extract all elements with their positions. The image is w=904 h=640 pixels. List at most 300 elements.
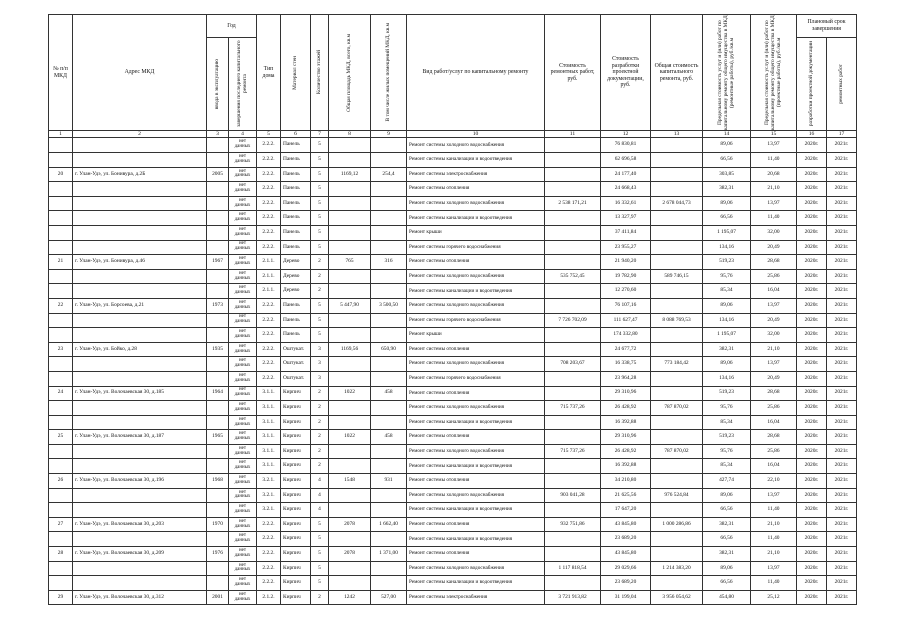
cell-house-type: 2.1.1. [257, 255, 281, 270]
cell-work-type: Ремонт системы канализации и водоотведения [407, 503, 545, 518]
cell-deadline-works: 2021г. [827, 225, 857, 240]
table-row [49, 488, 857, 503]
cell-floors: 5 [311, 167, 329, 182]
cell-living-area [371, 313, 407, 328]
cell-deadline-works: 2021г. [827, 255, 857, 270]
cell-total-area [329, 357, 371, 372]
cell-total-area [329, 240, 371, 255]
column-number: 8 [329, 131, 371, 138]
cell-house-type: 2.2.2. [257, 182, 281, 197]
cell-year-last-repair: нет данных [229, 284, 257, 299]
cell-house-type: 2.2.2. [257, 313, 281, 328]
cell-total-area [329, 444, 371, 459]
cell-deadline-works: 2021г. [827, 313, 857, 328]
cell-cost-total [651, 153, 703, 168]
cell-living-area: 1 662,40 [371, 517, 407, 532]
cell-year-last-repair: нет данных [229, 430, 257, 445]
cell-max-cost-docs: 25,86 [751, 401, 797, 416]
cell-living-area: 316 [371, 255, 407, 270]
cell-total-area [329, 211, 371, 226]
cell-house-type: 2.2.2. [257, 196, 281, 211]
cell-year-last-repair: нет данных [229, 167, 257, 182]
cell-mkd-number [49, 138, 73, 153]
cell-year-commission: 1965 [207, 430, 229, 445]
cell-address [73, 182, 207, 197]
cell-deadline-works: 2021г. [827, 503, 857, 518]
cell-cost-works [545, 430, 601, 445]
header-total-area-text: Общая площадь МКД, всего, кв.м [345, 33, 352, 112]
cell-cost-docs: 24 668,43 [601, 182, 651, 197]
header-floors-text: Количество этажей [315, 50, 322, 95]
cell-year-commission: 2001 [207, 590, 229, 605]
cell-address [73, 488, 207, 503]
cell-floors: 4 [311, 503, 329, 518]
cell-cost-works: 535 752,45 [545, 269, 601, 284]
cell-living-area: 1 371,00 [371, 547, 407, 562]
table-row [49, 371, 857, 386]
cell-max-cost-docs: 22,10 [751, 474, 797, 489]
cell-address [73, 401, 207, 416]
cell-deadline-docs: 2020г. [797, 547, 827, 562]
cell-max-cost-docs: 13,97 [751, 138, 797, 153]
cell-cost-total [651, 459, 703, 474]
cell-year-commission [207, 328, 229, 343]
cell-cost-works: 2 538 171,21 [545, 196, 601, 211]
cell-year-last-repair: нет данных [229, 298, 257, 313]
cell-cost-docs: 21 625,56 [601, 488, 651, 503]
cell-year-commission: 1976 [207, 547, 229, 562]
cell-year-commission: 1964 [207, 386, 229, 401]
cell-year-commission [207, 313, 229, 328]
cell-living-area [371, 284, 407, 299]
cell-mkd-number [49, 196, 73, 211]
cell-max-cost-works: 382,31 [703, 182, 751, 197]
cell-deadline-docs: 2020г. [797, 298, 827, 313]
cell-cost-docs: 37 411,84 [601, 225, 651, 240]
table-row [49, 284, 857, 299]
cell-house-type: 2.2.2. [257, 138, 281, 153]
cell-cost-total [651, 225, 703, 240]
cell-max-cost-works: 89,06 [703, 298, 751, 313]
cell-cost-docs: 24 177,40 [601, 167, 651, 182]
cell-cost-docs: 62 696,58 [601, 153, 651, 168]
cell-total-area: 2078 [329, 517, 371, 532]
cell-year-commission: 1967 [207, 255, 229, 270]
cell-wall-material: Кирпич [281, 430, 311, 445]
cell-cost-docs: 12 270,60 [601, 284, 651, 299]
cell-address [73, 415, 207, 430]
header-wall-material [281, 15, 311, 131]
cell-max-cost-works: 95,76 [703, 401, 751, 416]
cell-wall-material: Кирпич [281, 561, 311, 576]
cell-deadline-works: 2021г. [827, 532, 857, 547]
cell-work-type: Ремонт системы канализации и водоотведения [407, 532, 545, 547]
cell-cost-works [545, 459, 601, 474]
cell-total-area: 765 [329, 255, 371, 270]
cell-max-cost-works: 382,31 [703, 342, 751, 357]
cell-max-cost-docs: 16,04 [751, 459, 797, 474]
table-row [49, 298, 857, 313]
column-number: 16 [797, 131, 827, 138]
cell-deadline-docs: 2020г. [797, 371, 827, 386]
cell-cost-total [651, 255, 703, 270]
cell-deadline-works: 2021г. [827, 153, 857, 168]
header-living-area-text: В том числе жилых помещений МКД, кв.м [384, 23, 391, 122]
cell-deadline-docs: 2020г. [797, 153, 827, 168]
cell-work-type: Ремонт системы холодного водоснабжения [407, 196, 545, 211]
cell-living-area [371, 138, 407, 153]
cell-work-type: Ремонт системы холодного водоснабжения [407, 298, 545, 313]
cell-total-area [329, 532, 371, 547]
cell-cost-docs: 16 338,75 [601, 357, 651, 372]
cell-cost-total [651, 415, 703, 430]
cell-address: г. Улан-Удэ, ул. Бонивура, д.2Б [73, 167, 207, 182]
column-number: 1 [49, 131, 73, 138]
cell-year-last-repair: нет данных [229, 401, 257, 416]
cell-address [73, 444, 207, 459]
cell-max-cost-docs: 28,68 [751, 386, 797, 401]
cell-cost-works [545, 328, 601, 343]
cell-address [73, 459, 207, 474]
cell-house-type: 2.2.2. [257, 211, 281, 226]
cell-wall-material: Панель [281, 298, 311, 313]
cell-work-type: Ремонт системы горячего водоснабжения [407, 371, 545, 386]
cell-floors: 3 [311, 357, 329, 372]
header-year-commission-text: ввода в эксплуатацию [213, 58, 220, 110]
cell-living-area [371, 401, 407, 416]
cell-year-commission [207, 182, 229, 197]
cell-max-cost-works: 85,34 [703, 284, 751, 299]
cell-cost-works [545, 474, 601, 489]
cell-wall-material: Кирпич [281, 576, 311, 591]
cell-cost-total: 589 746,15 [651, 269, 703, 284]
header-cost-docs: Стоимость разработки проектной документации, руб. [601, 15, 651, 131]
cell-max-cost-docs: 11,40 [751, 532, 797, 547]
cell-living-area [371, 415, 407, 430]
cell-total-area: 1169,56 [329, 342, 371, 357]
cell-max-cost-docs: 11,40 [751, 153, 797, 168]
cell-max-cost-works: 95,76 [703, 269, 751, 284]
cell-mkd-number: 26 [49, 474, 73, 489]
cell-deadline-works: 2021г. [827, 138, 857, 153]
table-row [49, 211, 857, 226]
cell-cost-total: 1 000 286,86 [651, 517, 703, 532]
cell-address: г. Улан-Удэ, ул. Бонивура, д.46 [73, 255, 207, 270]
cell-total-area: 1548 [329, 474, 371, 489]
cell-address [73, 357, 207, 372]
cell-floors: 5 [311, 225, 329, 240]
cell-cost-docs: 13 327,97 [601, 211, 651, 226]
cell-deadline-works: 2021г. [827, 211, 857, 226]
cell-max-cost-works: 1 195,07 [703, 328, 751, 343]
table-row [49, 313, 857, 328]
cell-house-type: 3.1.1. [257, 444, 281, 459]
cell-house-type: 2.2.2. [257, 357, 281, 372]
cell-work-type: Ремонт системы отопления [407, 430, 545, 445]
cell-max-cost-works: 134,16 [703, 313, 751, 328]
cell-max-cost-docs: 21,10 [751, 547, 797, 562]
cell-year-last-repair: нет данных [229, 444, 257, 459]
cell-cost-total [651, 342, 703, 357]
table-body [49, 138, 857, 605]
cell-mkd-number [49, 357, 73, 372]
cell-year-commission: 1973 [207, 298, 229, 313]
table-row [49, 386, 857, 401]
cell-mkd-number: 22 [49, 298, 73, 313]
cell-address: г. Улан-Удэ, ул. Волочаевская 30, д.312 [73, 590, 207, 605]
cell-deadline-works: 2021г. [827, 357, 857, 372]
header-deadline-works-text: ремонтных работ [837, 64, 844, 104]
cell-mkd-number: 21 [49, 255, 73, 270]
cell-max-cost-docs: 21,10 [751, 342, 797, 357]
cell-mkd-number [49, 269, 73, 284]
cell-deadline-docs: 2020г. [797, 386, 827, 401]
cell-year-commission [207, 138, 229, 153]
cell-max-cost-docs: 28,68 [751, 255, 797, 270]
cell-deadline-works: 2021г. [827, 196, 857, 211]
cell-work-type: Ремонт системы холодного водоснабжения [407, 561, 545, 576]
cell-wall-material: Кирпич [281, 444, 311, 459]
cell-work-type: Ремонт системы канализации и водоотведения [407, 284, 545, 299]
column-number: 9 [371, 131, 407, 138]
cell-mkd-number: 23 [49, 342, 73, 357]
cell-house-type: 2.2.2. [257, 225, 281, 240]
cell-house-type: 2.2.2. [257, 342, 281, 357]
cell-year-last-repair: нет данных [229, 547, 257, 562]
cell-max-cost-works: 66,56 [703, 153, 751, 168]
cell-total-area [329, 503, 371, 518]
cell-house-type: 2.2.2. [257, 328, 281, 343]
cell-living-area: 527,00 [371, 590, 407, 605]
cell-wall-material: Кирпич [281, 415, 311, 430]
cell-deadline-docs: 2020г. [797, 590, 827, 605]
cell-deadline-docs: 2020г. [797, 284, 827, 299]
cell-deadline-works: 2021г. [827, 430, 857, 445]
cell-work-type: Ремонт системы электроснабжения [407, 167, 545, 182]
cell-house-type: 2.1.1. [257, 284, 281, 299]
cell-address: г. Улан-Удэ, ул. Волочаевская 30, д.203 [73, 517, 207, 532]
cell-year-last-repair: нет данных [229, 313, 257, 328]
table-row [49, 225, 857, 240]
cell-cost-docs: 17 647,20 [601, 503, 651, 518]
cell-year-commission [207, 225, 229, 240]
cell-wall-material: Кирпич [281, 532, 311, 547]
cell-cost-total: 976 524,84 [651, 488, 703, 503]
cell-address [73, 225, 207, 240]
table-header [49, 15, 857, 138]
cell-cost-docs: 16 392,88 [601, 459, 651, 474]
cell-total-area [329, 488, 371, 503]
cell-cost-docs: 43 845,80 [601, 547, 651, 562]
cell-max-cost-works: 519,23 [703, 255, 751, 270]
cell-house-type: 2.2.2. [257, 561, 281, 576]
cell-deadline-docs: 2020г. [797, 225, 827, 240]
cell-cost-works [545, 284, 601, 299]
cell-cost-works [545, 532, 601, 547]
cell-work-type: Ремонт системы отопления [407, 255, 545, 270]
cell-wall-material: Оштукат. [281, 342, 311, 357]
column-number: 11 [545, 131, 601, 138]
cell-total-area [329, 371, 371, 386]
cell-year-last-repair: нет данных [229, 517, 257, 532]
table-row [49, 167, 857, 182]
capital-repair-table [48, 14, 857, 605]
table-row [49, 547, 857, 562]
cell-cost-docs: 34 210,80 [601, 474, 651, 489]
cell-work-type: Ремонт системы горячего водоснабжения [407, 240, 545, 255]
table-row [49, 517, 857, 532]
cell-deadline-works: 2021г. [827, 561, 857, 576]
cell-cost-total [651, 503, 703, 518]
cell-total-area: 1022 [329, 386, 371, 401]
cell-mkd-number [49, 240, 73, 255]
cell-living-area [371, 488, 407, 503]
cell-year-commission [207, 459, 229, 474]
cell-living-area: 650,90 [371, 342, 407, 357]
cell-max-cost-docs: 11,40 [751, 576, 797, 591]
cell-max-cost-works: 519,23 [703, 386, 751, 401]
cell-living-area [371, 503, 407, 518]
cell-year-last-repair: нет данных [229, 488, 257, 503]
cell-cost-total [651, 211, 703, 226]
cell-mkd-number [49, 561, 73, 576]
cell-year-commission [207, 284, 229, 299]
cell-cost-docs: 76 830,81 [601, 138, 651, 153]
cell-deadline-works: 2021г. [827, 459, 857, 474]
cell-deadline-docs: 2020г. [797, 240, 827, 255]
cell-year-commission [207, 503, 229, 518]
cell-max-cost-works: 85,34 [703, 459, 751, 474]
cell-house-type: 2.2.2. [257, 153, 281, 168]
cell-mkd-number [49, 225, 73, 240]
cell-house-type: 3.2.1. [257, 488, 281, 503]
cell-address [73, 503, 207, 518]
column-number: 2 [73, 131, 207, 138]
header-living-area [371, 15, 407, 131]
cell-address [73, 561, 207, 576]
cell-work-type: Ремонт системы отопления [407, 182, 545, 197]
cell-address [73, 576, 207, 591]
cell-floors: 5 [311, 153, 329, 168]
cell-floors: 5 [311, 298, 329, 313]
cell-deadline-docs: 2020г. [797, 532, 827, 547]
cell-cost-docs: 16 392,88 [601, 415, 651, 430]
cell-max-cost-works: 303,85 [703, 167, 751, 182]
cell-floors: 5 [311, 240, 329, 255]
cell-cost-docs: 31 199,04 [601, 590, 651, 605]
header-floors [311, 15, 329, 131]
cell-deadline-docs: 2020г. [797, 401, 827, 416]
table-row [49, 430, 857, 445]
header-max-cost-docs [751, 15, 797, 131]
cell-wall-material: Панель [281, 153, 311, 168]
header-year-commission [207, 38, 229, 131]
header-cost-works: Стоимость ремонтных работ, руб. [545, 15, 601, 131]
cell-address [73, 269, 207, 284]
cell-house-type: 2.2.2. [257, 371, 281, 386]
cell-mkd-number: 27 [49, 517, 73, 532]
cell-wall-material: Панель [281, 225, 311, 240]
cell-max-cost-docs: 25,86 [751, 444, 797, 459]
table-row [49, 196, 857, 211]
cell-mkd-number [49, 328, 73, 343]
cell-max-cost-works: 382,31 [703, 547, 751, 562]
cell-max-cost-works: 89,06 [703, 357, 751, 372]
cell-floors: 5 [311, 561, 329, 576]
cell-max-cost-docs: 13,97 [751, 298, 797, 313]
cell-cost-works [545, 386, 601, 401]
cell-cost-total: 787 870,02 [651, 401, 703, 416]
cell-deadline-docs: 2020г. [797, 342, 827, 357]
table-row [49, 474, 857, 489]
cell-total-area [329, 182, 371, 197]
cell-year-last-repair: нет данных [229, 153, 257, 168]
cell-mkd-number [49, 211, 73, 226]
cell-cost-works: 1 117 818,54 [545, 561, 601, 576]
cell-total-area: 1242 [329, 590, 371, 605]
header-wall-material-text: Материал стен [291, 55, 298, 90]
cell-deadline-docs: 2020г. [797, 488, 827, 503]
cell-wall-material: Оштукат. [281, 357, 311, 372]
cell-work-type: Ремонт системы холодного водоснабжения [407, 138, 545, 153]
cell-living-area [371, 328, 407, 343]
cell-max-cost-works: 1 195,07 [703, 225, 751, 240]
cell-deadline-docs: 2020г. [797, 415, 827, 430]
cell-wall-material: Кирпич [281, 517, 311, 532]
cell-deadline-works: 2021г. [827, 371, 857, 386]
cell-work-type: Ремонт системы отопления [407, 547, 545, 562]
cell-living-area [371, 211, 407, 226]
cell-cost-works [545, 503, 601, 518]
table-row [49, 342, 857, 357]
cell-year-last-repair: нет данных [229, 211, 257, 226]
cell-cost-total [651, 298, 703, 313]
cell-living-area [371, 561, 407, 576]
cell-max-cost-docs: 25,12 [751, 590, 797, 605]
cell-deadline-works: 2021г. [827, 517, 857, 532]
cell-total-area: 2078 [329, 547, 371, 562]
cell-floors: 5 [311, 517, 329, 532]
cell-year-last-repair: нет данных [229, 225, 257, 240]
cell-deadline-works: 2021г. [827, 590, 857, 605]
cell-max-cost-works: 89,06 [703, 196, 751, 211]
cell-mkd-number [49, 532, 73, 547]
cell-total-area [329, 415, 371, 430]
cell-year-last-repair: нет данных [229, 415, 257, 430]
cell-deadline-works: 2021г. [827, 328, 857, 343]
cell-cost-docs: 23 964,28 [601, 371, 651, 386]
cell-mkd-number [49, 503, 73, 518]
cell-living-area [371, 576, 407, 591]
cell-cost-works: 932 751,86 [545, 517, 601, 532]
cell-cost-docs: 23 689,20 [601, 532, 651, 547]
header-work-type: Вид работ/услуг по капитальному ремонту [407, 15, 545, 131]
cell-house-type: 2.2.2. [257, 532, 281, 547]
cell-work-type: Ремонт системы электроснабжения [407, 590, 545, 605]
cell-deadline-works: 2021г. [827, 444, 857, 459]
cell-max-cost-docs: 32,00 [751, 225, 797, 240]
table-row [49, 255, 857, 270]
cell-wall-material: Кирпич [281, 488, 311, 503]
header-total-area [329, 15, 371, 131]
cell-deadline-docs: 2020г. [797, 313, 827, 328]
cell-year-last-repair: нет данных [229, 138, 257, 153]
cell-living-area: 254,4 [371, 167, 407, 182]
cell-work-type: Ремонт системы канализации и водоотведения [407, 153, 545, 168]
cell-house-type: 2.2.2. [257, 298, 281, 313]
cell-max-cost-docs: 20,49 [751, 313, 797, 328]
cell-cost-total [651, 328, 703, 343]
